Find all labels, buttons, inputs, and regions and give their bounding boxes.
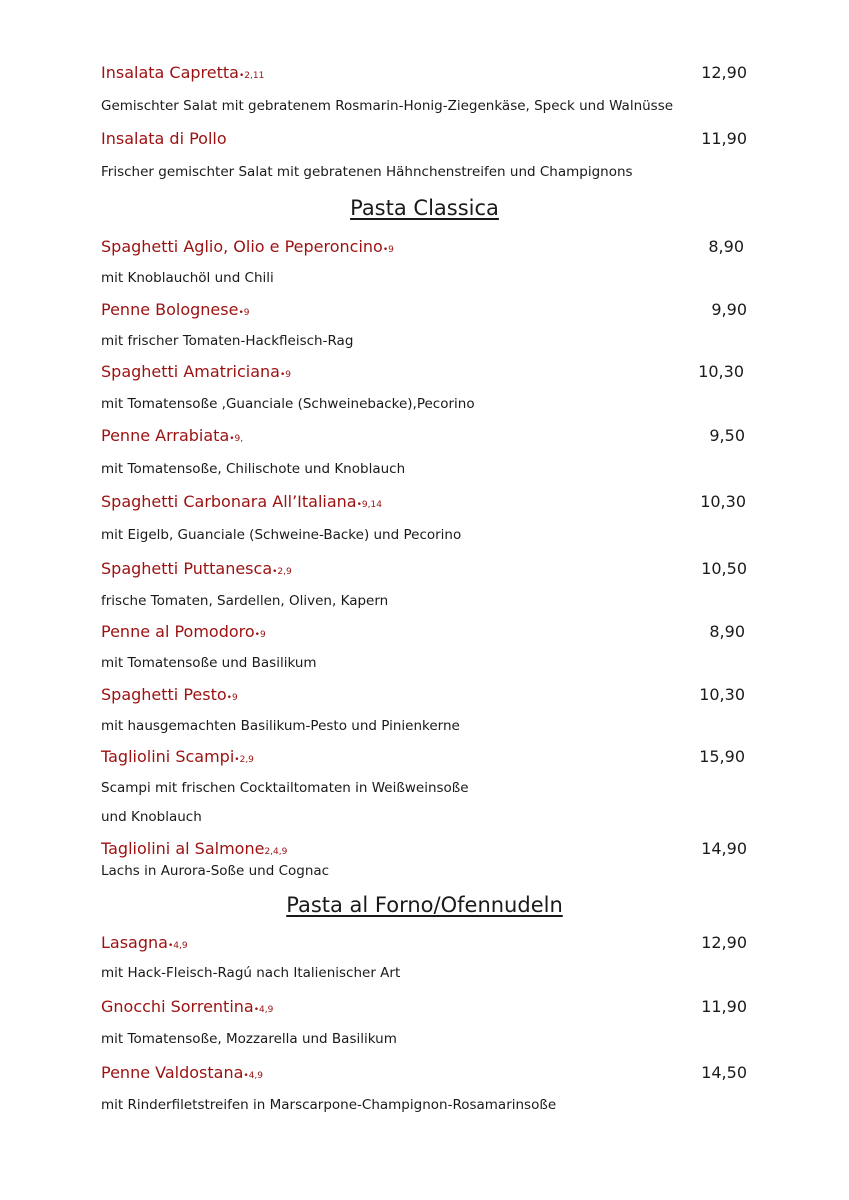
menu-item-name: Insalata Capretta•2,11 bbox=[101, 63, 265, 82]
menu-item-description: Scampi mit frischen Cocktailtomaten in Weißweinsoße bbox=[101, 780, 469, 796]
menu-item-name: Penne Arrabiata•9, bbox=[101, 426, 244, 445]
menu-item-description: Gemischter Salat mit gebratenem Rosmarin-Honig-Ziegenkäse, Speck und Walnüsse bbox=[101, 98, 674, 114]
menu-item-price: 10,30 bbox=[700, 492, 746, 511]
menu-item-price: 9,50 bbox=[709, 426, 745, 445]
section-heading-pasta-classica: Pasta Classica bbox=[350, 196, 499, 220]
menu-item-description: und Knoblauch bbox=[101, 809, 202, 825]
menu-item-description: Lachs in Aurora-Soße und Cognac bbox=[101, 863, 330, 879]
menu-item-name: Spaghetti Aglio, Olio e Peperoncino•9 bbox=[101, 237, 394, 256]
menu-item-description: frische Tomaten, Sardellen, Oliven, Kapern bbox=[101, 593, 389, 609]
menu-item-description: mit Rinderfiletstreifen in Marscarpone-Champignon-Rosamarinsoße bbox=[101, 1097, 557, 1113]
menu-item-name: Gnocchi Sorrentina•4,9 bbox=[101, 997, 274, 1016]
menu-item-description: mit Tomatensoße und Basilikum bbox=[101, 655, 317, 671]
menu-item-price: 11,90 bbox=[701, 997, 747, 1016]
menu-item-price: 14,50 bbox=[701, 1063, 747, 1082]
menu-item-price: 8,90 bbox=[708, 237, 744, 256]
menu-item-name: Lasagna•4,9 bbox=[101, 933, 188, 952]
menu-item-description: mit hausgemachten Basilikum-Pesto und Pinienkerne bbox=[101, 718, 460, 734]
menu-item-price: 10,50 bbox=[701, 559, 747, 578]
menu-item-name: Spaghetti Pesto•9 bbox=[101, 685, 238, 704]
menu-item-price: 15,90 bbox=[699, 747, 745, 766]
menu-item-description: mit Knoblauchöl und Chili bbox=[101, 270, 274, 286]
menu-item-name: Tagliolini al Salmone2,4,9 bbox=[101, 839, 288, 858]
menu-item-price: 12,90 bbox=[701, 63, 747, 82]
menu-item-description: mit Hack-Fleisch-Ragú nach Italienischer Art bbox=[101, 965, 401, 981]
menu-item-name: Tagliolini Scampi•2,9 bbox=[101, 747, 254, 766]
menu-item-price: 11,90 bbox=[701, 129, 747, 148]
menu-item-price: 14,90 bbox=[701, 839, 747, 858]
menu-item-description: Frischer gemischter Salat mit gebratenen Hähnchenstreifen und Champignons bbox=[101, 164, 633, 180]
menu-item-name: Spaghetti Puttanesca•2,9 bbox=[101, 559, 292, 578]
menu-item-description: mit Tomatensoße, Chilischote und Knoblauch bbox=[101, 461, 406, 477]
section-heading-pasta-al-forno: Pasta al Forno/Ofennudeln bbox=[286, 893, 563, 917]
menu-item-price: 12,90 bbox=[701, 933, 747, 952]
menu-item-price: 10,30 bbox=[699, 685, 745, 704]
menu-item-name: Penne al Pomodoro•9 bbox=[101, 622, 266, 641]
menu-item-name: Insalata di Pollo bbox=[101, 129, 227, 148]
menu-item-name: Penne Bolognese•9 bbox=[101, 300, 250, 319]
menu-item-description: mit Eigelb, Guanciale (Schweine-Backe) und Pecorino bbox=[101, 527, 462, 543]
menu-item-price: 9,90 bbox=[711, 300, 747, 319]
menu-item-description: mit frischer Tomaten-Hackfleisch-Rag bbox=[101, 333, 354, 349]
menu-item-name: Spaghetti Carbonara All’Italiana•9,14 bbox=[101, 492, 382, 511]
menu-item-price: 8,90 bbox=[709, 622, 745, 641]
menu-item-name: Spaghetti Amatriciana•9 bbox=[101, 362, 292, 381]
menu-item-description: mit Tomatensoße ,Guanciale (Schweinebacke),Pecorino bbox=[101, 396, 475, 412]
menu-item-description: mit Tomatensoße, Mozzarella und Basilikum bbox=[101, 1031, 397, 1047]
menu-item-price: 10,30 bbox=[698, 362, 744, 381]
menu-item-name: Penne Valdostana•4,9 bbox=[101, 1063, 264, 1082]
